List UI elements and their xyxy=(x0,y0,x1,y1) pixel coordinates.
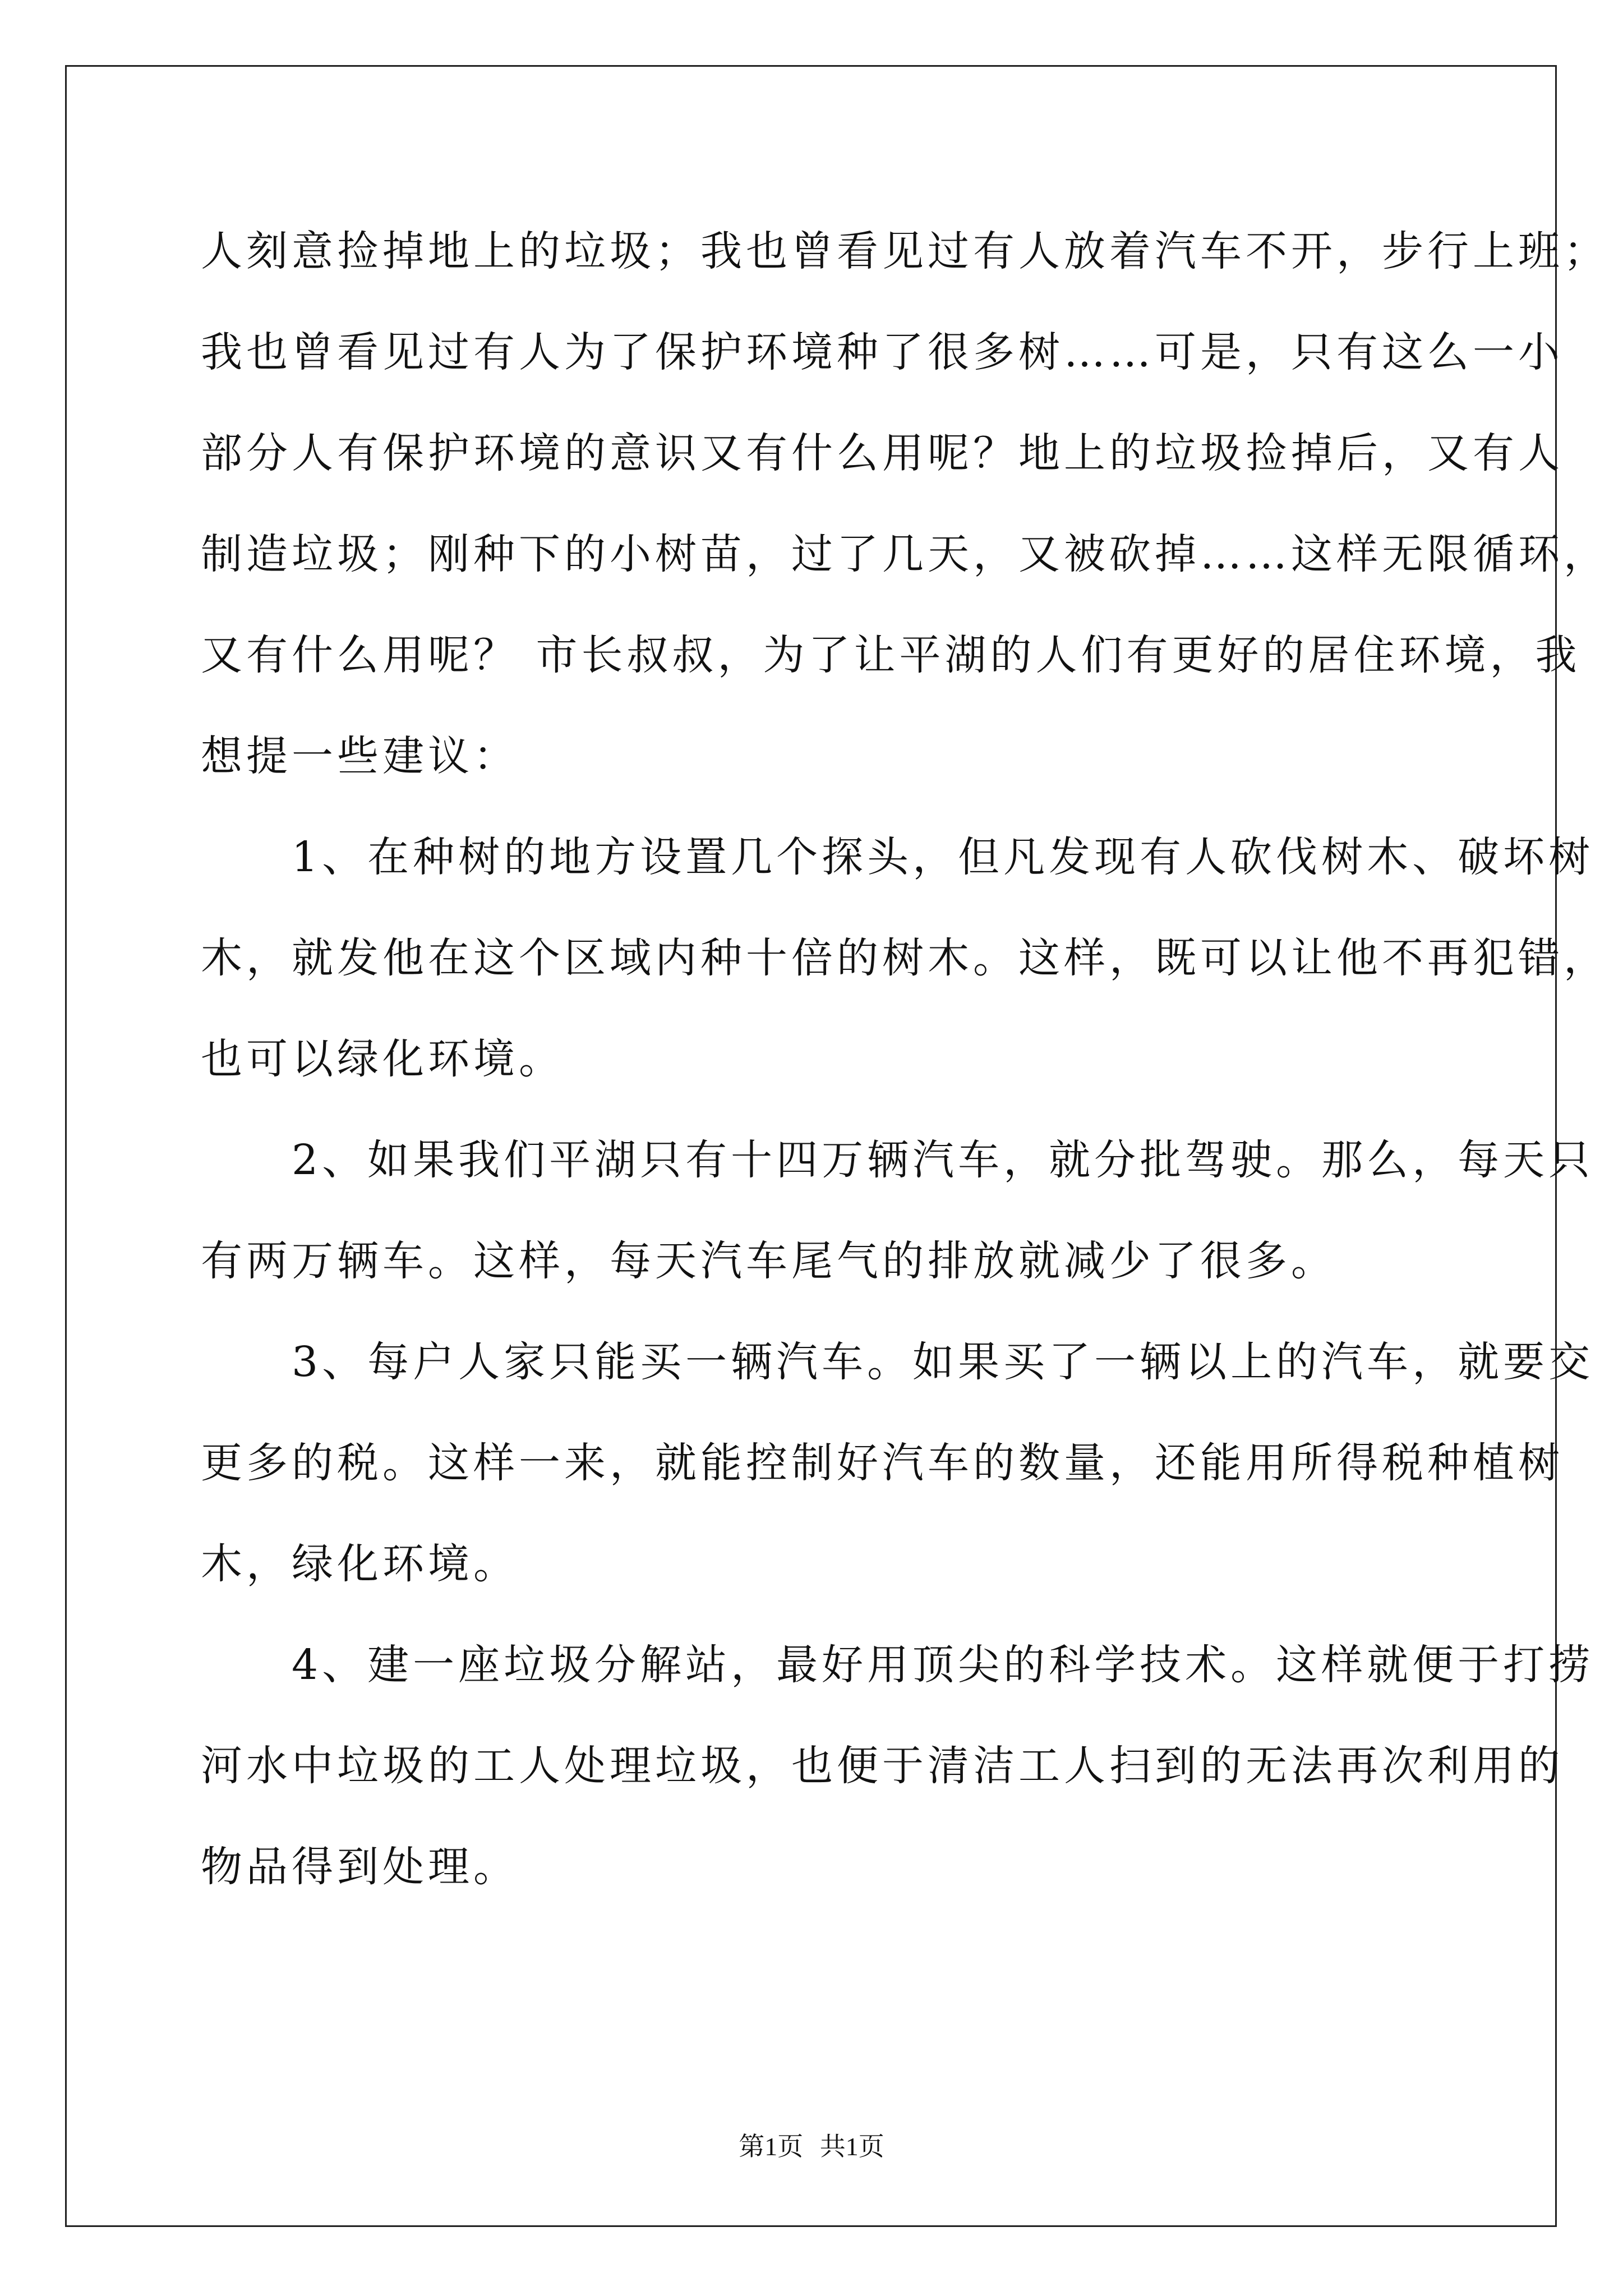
text-line: 部分人有保护环境的意识又有什么用呢？地上的垃圾捡掉后，又有人 xyxy=(201,429,1564,477)
text-line: 河水中垃圾的工人处理垃圾，也便于清洁工人扫到的无法再次利用的 xyxy=(201,1742,1564,1790)
text-line: 木，就发他在这个区域内种十倍的树木。这样，既可以让他不再犯错， xyxy=(201,934,1609,982)
text-line: 又有什么用呢？ 市长叔叔，为了让平湖的人们有更好的居住环境，我 xyxy=(201,631,1581,679)
text-line: 1、在种树的地方设置几个探头，但凡发现有人砍伐树木、破坏树 xyxy=(201,833,1594,881)
text-line: 2、如果我们平湖只有十四万辆汽车，就分批驾驶。那么，每天只 xyxy=(201,1136,1594,1184)
document-body xyxy=(201,218,1609,1934)
text-line: 制造垃圾；刚种下的小树苗，过了几天，又被砍掉……这样无限循环， xyxy=(201,530,1609,578)
text-line: 人刻意捡掉地上的垃圾；我也曾看见过有人放着汽车不开，步行上班； xyxy=(201,227,1609,275)
text-line: 想提一些建议： xyxy=(201,732,519,780)
text-line: 木，绿化环境。 xyxy=(201,1540,519,1588)
text-line: 有两万辆车。这样，每天汽车尾气的排放就减少了很多。 xyxy=(201,1237,1336,1285)
text-line: 我也曾看见过有人为了保护环境种了很多树……可是，只有这么一小 xyxy=(201,328,1564,376)
page-number-footer: 第1页 共1页 xyxy=(739,2132,884,2161)
text-line: 3、每户人家只能买一辆汽车。如果买了一辆以上的汽车，就要交 xyxy=(201,1338,1594,1386)
text-line: 也可以绿化环境。 xyxy=(201,1035,564,1083)
text-line: 物品得到处理。 xyxy=(201,1843,519,1891)
text-line: 4、建一座垃圾分解站，最好用顶尖的科学技术。这样就便于打捞 xyxy=(201,1641,1594,1689)
text-line: 更多的税。这样一来，就能控制好汽车的数量，还能用所得税种植树 xyxy=(201,1439,1564,1487)
